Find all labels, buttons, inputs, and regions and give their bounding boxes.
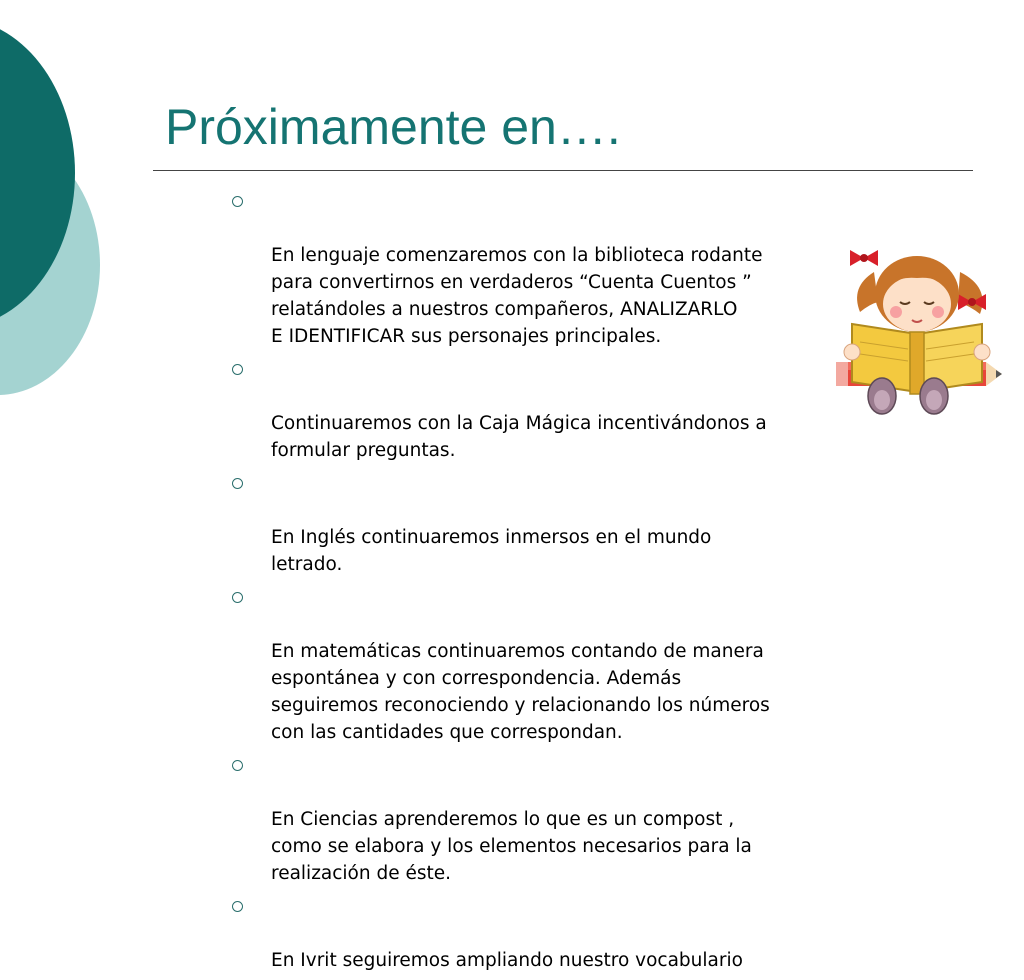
bow-icon: [850, 250, 878, 266]
bullet-text: Continuaremos con la Caja Mágica incentivándonos a formular preguntas.: [271, 413, 767, 461]
bullet-text: En Ivrit seguiremos ampliando nuestro vocabulario: [271, 950, 743, 971]
girl-reading-book-icon: [830, 232, 1010, 422]
bullet-text: En lenguaje comenzaremos con la biblioteca rodante para convertirnos en verdaderos “Cuenta Cuentos ” relatándoles a nuestros compañeros, ANALIZARLO E IDENTIFICAR sus personajes principales.: [271, 245, 763, 347]
bullet-icon: [232, 901, 243, 912]
bullet-icon: [232, 478, 243, 489]
bullet-item-matematicas: [232, 584, 832, 746]
bullet-item-caja-magica: [232, 356, 832, 464]
bullet-icon: [232, 592, 243, 603]
bullet-text: En matemáticas continuaremos contando de manera espontánea y con correspondencia. Además seguiremos reconociendo y relacionando los números con las cantidades que correspondan.: [271, 641, 770, 743]
bullet-item-ingles: [232, 470, 832, 578]
bullet-item-lenguaje: [232, 188, 832, 350]
bullet-icon: [232, 760, 243, 771]
title-divider: [153, 170, 973, 171]
bullet-item-ciencias: [232, 752, 832, 887]
slide-title: Próximamente en….: [165, 99, 621, 155]
bullet-item-ivrit: [232, 893, 832, 974]
bullet-icon: [232, 364, 243, 375]
bullet-icon: [232, 196, 243, 207]
bullet-list: [232, 188, 832, 980]
bullet-text: En Ciencias aprenderemos lo que es un compost , como se elabora y los elementos necesarios para la realización de éste.: [271, 809, 752, 884]
bullet-text: En Inglés continuaremos inmersos en el mundo letrado.: [271, 527, 712, 575]
